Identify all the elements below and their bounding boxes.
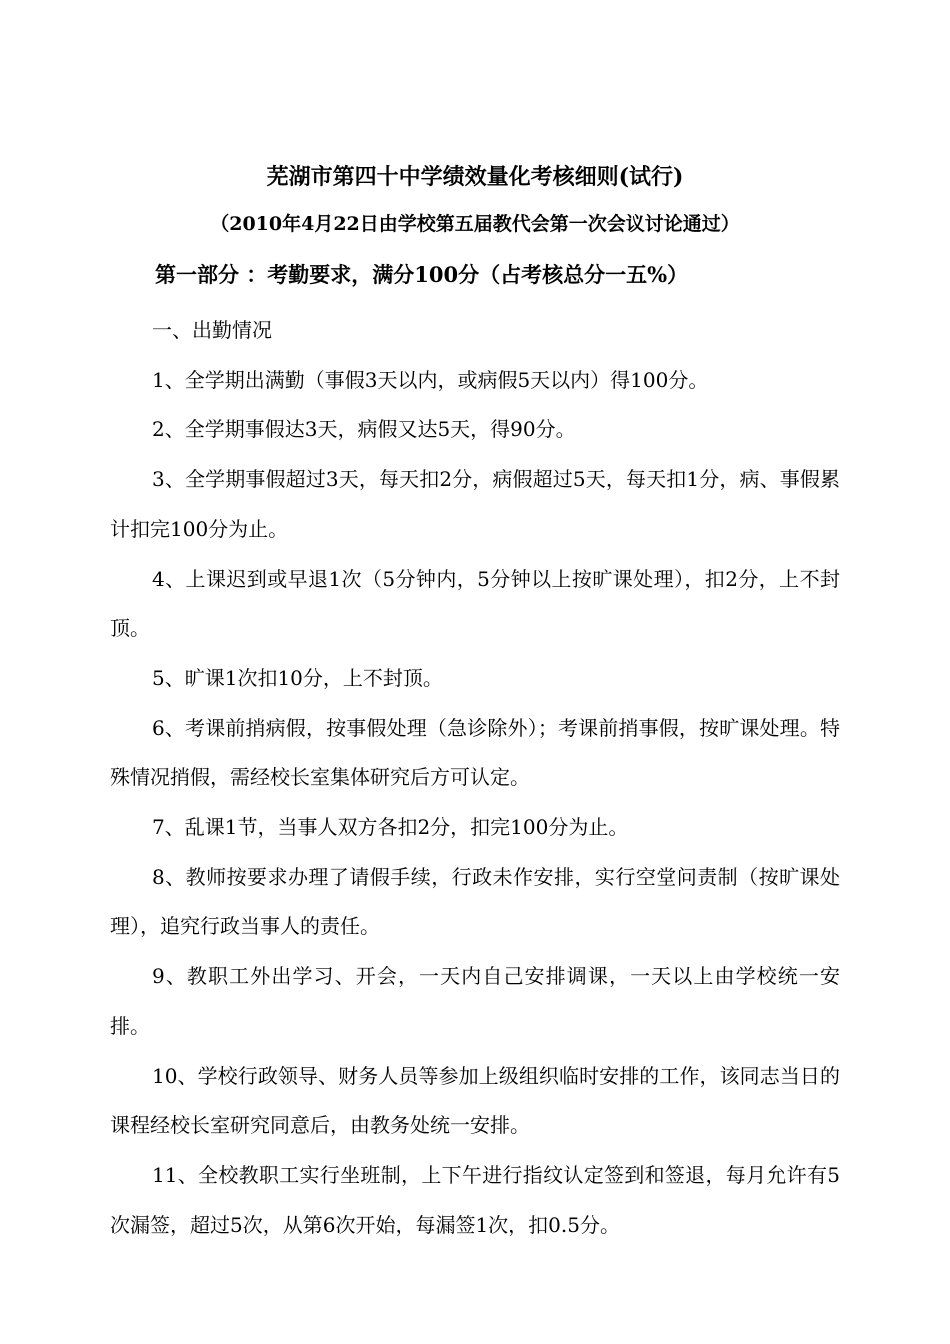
rule-item-9: 9、教职工外出学习、开会，一天内自己安排调课，一天以上由学校统一安排。 <box>110 964 840 1038</box>
rule-item-4: 4、上课迟到或早退1次（5分钟内，5分钟以上按旷课处理），扣2分，上不封顶。 <box>110 566 840 641</box>
rule-item-5: 5、旷课1次扣10分，上不封顶。 <box>152 665 443 690</box>
rule-item-1: 1、全学期出满勤（事假3天以内，或病假5天以内）得100分。 <box>152 367 709 392</box>
document-body <box>110 306 840 1250</box>
document-subtitle: （2010年4月22日由学校第五届教代会第一次会议讨论通过） <box>210 213 740 235</box>
part-heading: 第一部分 ：考勤要求，满分100分（占考核总分一五%） <box>155 262 689 287</box>
rule-item-6: 6、考课前捎病假，按事假处理（急诊除外）；考课前捎事假，按旷课处理。特殊情况捎假，需经校长室集体研究后方可认定。 <box>110 715 840 790</box>
section-heading: 一、出勤情况 <box>152 318 272 342</box>
rule-item-10: 10、学校行政领导、财务人员等参加上级组织临时安排的工作，该同志当日的课程经校长室研究同意后，由教务处统一安排。 <box>110 1063 840 1138</box>
rule-item-8: 8、教师按要求办理了请假手续，行政未作安排，实行空堂问责制（按旷课处理），追究行政当事人的责任。 <box>110 864 840 939</box>
document-title: 芜湖市第四十中学绩效量化考核细则(试行) <box>266 164 684 190</box>
rule-item-11: 11、全校教职工实行坐班制，上下午进行指纹认定签到和签退，每月允许有5次漏签，超过5次，从第6次开始，每漏签1次，扣0.5分。 <box>110 1162 840 1237</box>
rule-item-7: 7、乱课1节，当事人双方各扣2分，扣完100分为止。 <box>152 815 629 840</box>
rule-item-2: 2、全学期事假达3天，病假又达5天，得90分。 <box>152 417 576 442</box>
rule-item-3: 3、全学期事假超过3天，每天扣2分，病假超过5天，每天扣1分，病、事假累计扣完100分为止。 <box>110 467 840 541</box>
